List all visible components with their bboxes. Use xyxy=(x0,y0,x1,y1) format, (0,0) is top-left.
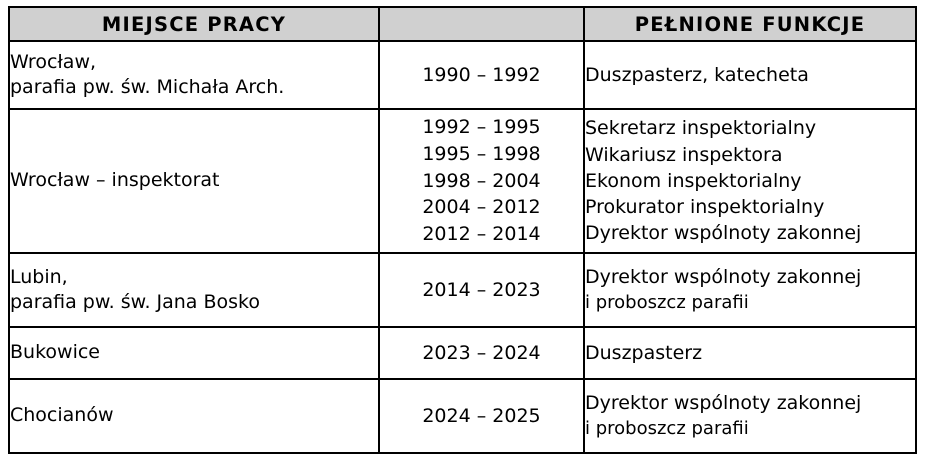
year-line: 2024 – 2025 xyxy=(422,404,541,427)
function-line: i proboszcz parafii xyxy=(585,417,749,439)
cell-functions xyxy=(584,379,916,453)
column-header-place: MIEJSCE PRACY xyxy=(9,7,379,41)
function-line: Dyrektor wspólnoty zakonnej xyxy=(585,266,862,289)
cell-place xyxy=(9,253,379,327)
year-line: 2012 – 2014 xyxy=(422,223,541,246)
function-line: Dyrektor wspólnoty zakonnej xyxy=(585,222,862,245)
cell-place xyxy=(9,41,379,109)
function-line: Duszpasterz, katecheta xyxy=(585,63,809,86)
place-line: Bukowice xyxy=(10,341,100,364)
year-line: 1998 – 2004 xyxy=(422,169,541,192)
year-line: 1990 – 1992 xyxy=(422,63,541,86)
function-line: Wikariusz inspektora xyxy=(585,143,783,166)
cell-years xyxy=(379,327,584,379)
year-line: 2023 – 2024 xyxy=(422,341,541,364)
cell-years xyxy=(379,109,584,253)
table-row xyxy=(9,41,916,109)
table-row xyxy=(9,109,916,253)
function-line: i proboszcz parafii xyxy=(585,291,749,313)
place-line: parafia pw. św. Jana Bosko xyxy=(10,291,260,313)
place-line: Wrocław – inspektorat xyxy=(10,169,220,192)
year-line: 1995 – 1998 xyxy=(422,142,541,165)
cell-functions xyxy=(584,253,916,327)
place-line: parafia pw. św. Michała Arch. xyxy=(10,76,285,98)
function-line: Prokurator inspektorialny xyxy=(585,196,825,219)
cell-years xyxy=(379,41,584,109)
function-line: Ekonom inspektorialny xyxy=(585,169,802,192)
place-line: Lubin, xyxy=(10,265,68,288)
cell-functions xyxy=(584,41,916,109)
career-history-table xyxy=(8,6,917,454)
column-header-functions: PEŁNIONE FUNKCJE xyxy=(584,7,916,41)
table-row xyxy=(9,327,916,379)
function-line: Sekretarz inspektorialny xyxy=(585,117,817,140)
column-header-years xyxy=(379,7,584,41)
year-line: 2014 – 2023 xyxy=(422,278,541,301)
year-line: 2004 – 2012 xyxy=(422,196,541,219)
place-line: Chocianów xyxy=(10,404,114,427)
cell-functions xyxy=(584,327,916,379)
table-header-row xyxy=(9,7,916,41)
table-header xyxy=(9,7,916,41)
function-line: Duszpasterz xyxy=(585,341,703,364)
function-line: Dyrektor wspólnoty zakonnej xyxy=(585,392,862,415)
table-body xyxy=(9,41,916,453)
table-row xyxy=(9,253,916,327)
cell-place xyxy=(9,379,379,453)
year-line: 1992 – 1995 xyxy=(422,115,541,138)
cell-place xyxy=(9,327,379,379)
cell-place xyxy=(9,109,379,253)
table-row xyxy=(9,379,916,453)
cell-functions xyxy=(584,109,916,253)
place-line: Wrocław, xyxy=(10,50,97,73)
cell-years xyxy=(379,253,584,327)
cell-years xyxy=(379,379,584,453)
